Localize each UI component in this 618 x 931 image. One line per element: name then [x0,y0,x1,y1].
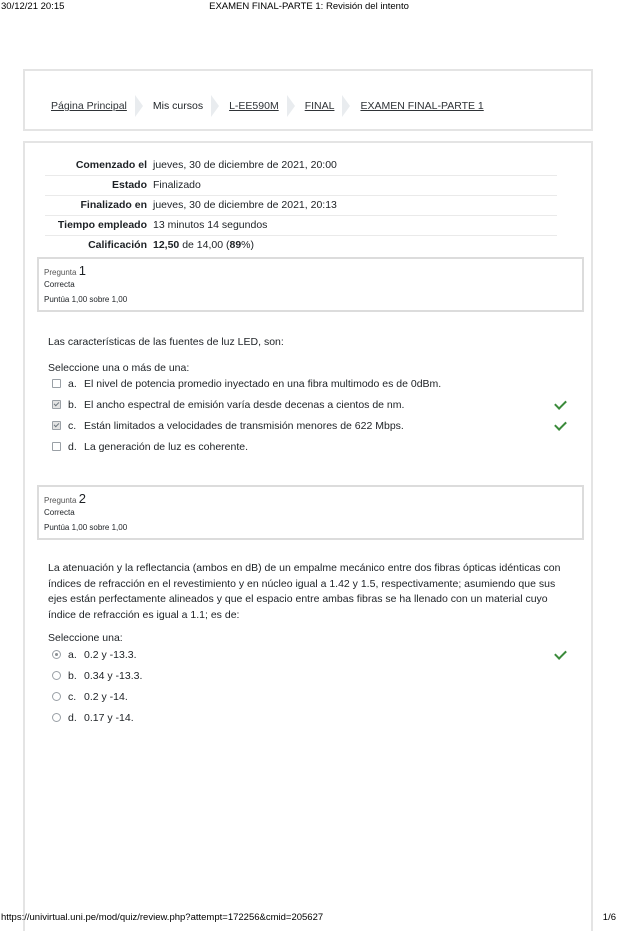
answer-option [52,436,572,457]
summary-row-grade [45,236,557,255]
answer-checkbox[interactable] [52,442,61,451]
question-2-prompt: Seleccione una: [48,632,123,644]
answer-option [52,644,572,665]
answer-option [52,415,572,436]
answer-option [52,394,572,415]
question-number-value: 2 [78,491,86,506]
answer-text: 0.2 y -14. [84,690,128,703]
summary-row-time [45,216,557,236]
correct-check-icon [554,397,567,410]
answer-radio[interactable] [52,671,61,680]
question-1-info [37,257,584,312]
breadcrumb-separator [342,95,350,117]
answer-checkbox[interactable] [52,379,61,388]
answer-letter: a. [68,648,77,661]
question-number [44,263,582,278]
breadcrumb-container [23,69,593,131]
question-label: Pregunta [44,496,77,505]
attempt-summary-table [45,156,557,255]
question-2-text: La atenuación y la reflectancia (ambos en dB) de un empalme mecánico entre dos fibras ópticas idénticas con índices de refracción en el revestimiento y en núcleo igual a 1.42 y 1.5, respectivamente; asumiendo que sus ejes están perfectamente alineados y que el espacio entre ambas fibras se ha llenado con un material cuyo índice de refracción es igual a 1.1; es de: [48,562,561,621]
answer-letter: d. [68,711,77,724]
correct-check-icon [554,418,567,431]
answer-letter: a. [68,377,77,390]
answer-letter: b. [68,398,77,411]
answer-radio[interactable] [52,692,61,701]
breadcrumb-home-link[interactable]: Página Principal [51,100,127,112]
answer-radio[interactable] [52,713,61,722]
breadcrumb-section-link[interactable]: FINAL [304,100,335,112]
summary-value: jueves, 30 de diciembre de 2021, 20:13 [153,199,337,211]
question-2-info [37,485,584,540]
summary-label: Estado [111,179,147,191]
breadcrumb [51,95,484,117]
grade-score: 12,50 [153,239,180,251]
answer-text: Están limitados a velocidades de transmisión menores de 622 Mbps. [84,419,404,432]
answer-text: 0.34 y -13.3. [84,669,143,682]
question-label: Pregunta [44,268,77,277]
print-footer [0,912,618,926]
answer-letter: d. [68,440,77,453]
summary-value: Finalizado [153,179,201,191]
answer-letter: c. [68,419,77,432]
question-number-value: 1 [78,263,86,278]
breadcrumb-quiz-link[interactable]: EXAMEN FINAL-PARTE 1 [360,100,484,112]
question-state: Correcta [44,280,75,289]
print-title: EXAMEN FINAL-PARTE 1: Revisión del intento [209,1,409,12]
answer-letter: c. [68,690,77,703]
summary-grade-value [153,238,557,252]
question-1-answers [52,373,572,457]
summary-row-finished [45,196,557,216]
summary-label: Calificación [88,239,147,251]
question-grade: Puntúa 1,00 sobre 1,00 [44,295,128,304]
print-page-number: 1/6 [602,912,616,923]
print-header [0,0,618,14]
summary-value: 13 minutos 14 segundos [153,219,268,231]
answer-text: El ancho espectral de emisión varía desde decenas a cientos de nm. [84,398,405,411]
grade-end: %) [241,239,255,251]
grade-middle: de 14,00 ( [179,239,230,251]
answer-letter: b. [68,669,77,682]
summary-label: Tiempo empleado [57,219,147,231]
summary-label: Finalizado en [80,199,147,211]
answer-option [52,373,572,394]
summary-row-started [45,156,557,176]
question-1-text: Las características de las fuentes de luz LED, son: [48,336,284,348]
print-url: https://univirtual.uni.pe/mod/quiz/review.php?attempt=172256&cmid=205627 [1,912,324,923]
question-state: Correcta [44,508,75,517]
answer-option [52,707,572,728]
answer-text: 0.2 y -13.3. [84,648,137,661]
answer-radio-selected[interactable] [52,650,61,659]
print-datetime: 30/12/21 20:15 [1,1,65,12]
answer-checkbox-checked[interactable] [52,400,61,409]
quiz-review-region [23,141,593,931]
answer-text: 0.17 y -14. [84,711,134,724]
answer-option [52,665,572,686]
question-number [44,491,582,506]
question-1-prompt: Seleccione una o más de una: [48,362,190,374]
answer-option [52,686,572,707]
breadcrumb-separator [287,95,295,117]
breadcrumb-separator [211,95,219,117]
answer-text: El nivel de potencia promedio inyectado en una fibra multimodo es de 0dBm. [84,377,442,390]
correct-check-icon [554,647,567,660]
grade-percent: 89 [229,239,242,251]
breadcrumb-course-link[interactable]: L-EE590M [229,100,279,112]
breadcrumb-my-courses: Mis cursos [152,100,204,112]
summary-label: Comenzado el [75,159,147,171]
breadcrumb-separator [135,95,143,117]
answer-checkbox-checked[interactable] [52,421,61,430]
answer-text: La generación de luz es coherente. [84,440,249,453]
question-grade: Puntúa 1,00 sobre 1,00 [44,523,128,532]
question-2-answers [52,644,572,728]
summary-row-state [45,176,557,196]
summary-value: jueves, 30 de diciembre de 2021, 20:00 [153,159,337,171]
